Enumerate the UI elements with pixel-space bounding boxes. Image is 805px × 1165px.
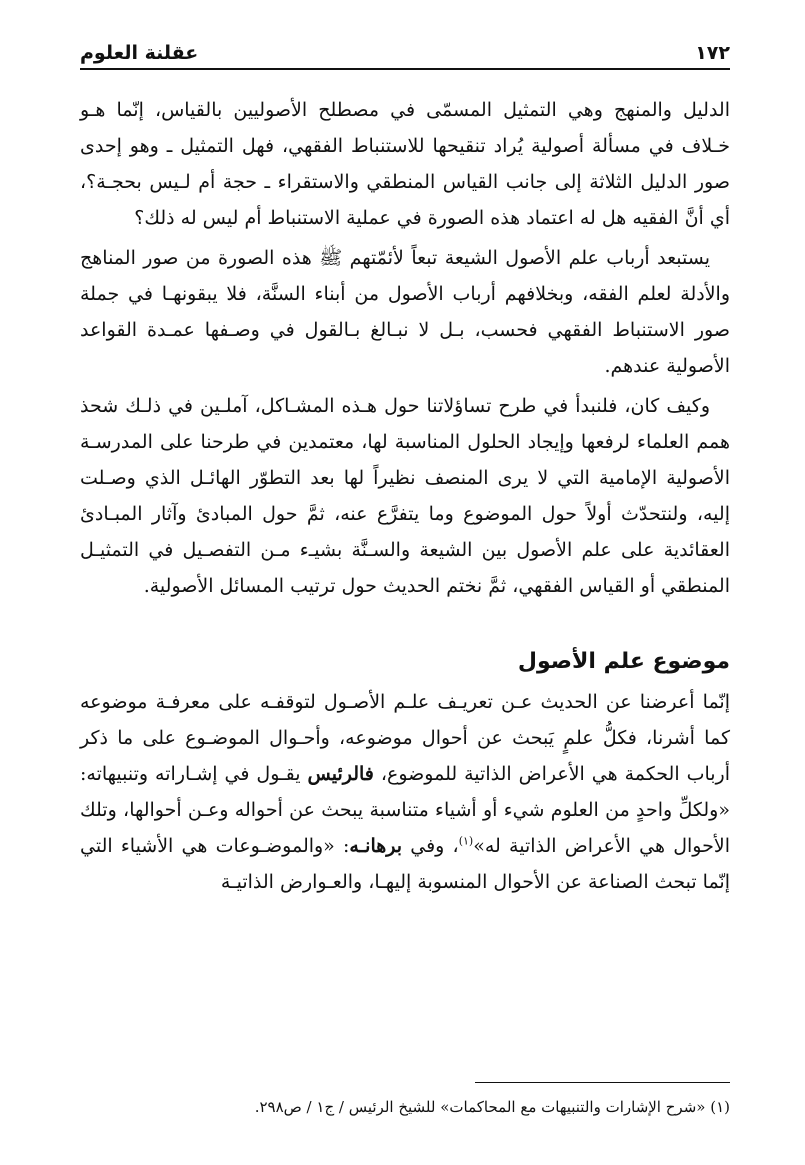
header-rule bbox=[80, 68, 730, 70]
running-head bbox=[80, 30, 730, 64]
bold-term: فالرئيس bbox=[307, 763, 374, 785]
section-paragraph bbox=[80, 684, 730, 900]
main-text bbox=[80, 92, 730, 900]
text-run: ، وفي bbox=[402, 835, 459, 857]
footnote: (١) «شرح الإشارات والتنبيهات مع المحاكمات» للشيخ الرئيس / ج١ / ص٢٩٨. bbox=[254, 1098, 730, 1116]
paragraph-1: الدليل والمنهج وهي التمثيل المسمّى في مصطلح الأصوليين بالقياس، إنّما هـو خـلاف في مسألة أصولية يُراد تنقيحها للاستنباط الفقهي، فهل التمثيل ـ وهو إحدى صور الدليل الثلاثة إلى جانب القياس المنطقي والاستقراء ـ حجة أم لـيس بحجـة؟، أي أنَّ الفقيه هل له اعتماد هذه الصورة في عملية الاستنباط أم ليس له ذلك؟ bbox=[80, 99, 730, 229]
book-page bbox=[80, 0, 730, 1165]
paragraph-3: وكيف كان، فلنبدأ في طرح تساؤلاتنا حول هـذه المشـاكل، آملـين في ذلـك شحذ همم العلماء لرفعها وإيجاد الحلول المناسبة لها، معتمدين في طرحنا على المدرسـة الأصولية الإمامية التي لا يرى المنصف نظيراً لها بعد التطوّر الهائـل الذي وصـلت إليه، ولنتحدّث أولاً حول الموضوع وما يتفرَّع عنه، ثمَّ حول المبادئ وآثار المبـادئ العقائدية على علم الأصول بين الشيعة والسـنَّة بشيـء مـن التفصـيل في التمثيـل المنطقي أو القياس الفقهي، ثمَّ نختم الحديث حول ترتيب المسائل الأصولية. bbox=[80, 395, 730, 597]
page-number: ١٧٢ bbox=[695, 42, 730, 64]
text-run: : «والموضـوعات هي الأشياء التي إنّما تبحث الصناعة عن الأحوال المنسوبة إليهـا، والعـوارض الذاتيـة bbox=[80, 835, 730, 893]
footnote-marker[interactable]: (١) bbox=[458, 834, 474, 848]
paragraph-2: يستبعد أرباب علم الأصول الشيعة تبعاً لأئمّتهم ﷺ هذه الصورة من صور المناهج والأدلة لعلم الفقه، وبخلافهم أرباب الأصول من أبناء السنَّة، فلا يبقونهـا في جملة صور الاستنباط الفقهي فحسب، بـل لا نبـالغ بـالقول في وصـفها عمـدة القواعد الأصولية عندهم. bbox=[80, 247, 730, 377]
text-run: يقـول في إشـاراته وتنبيهاته: «ولكلِّ واحدٍ من العلوم شيء أو أشياء متناسبة يبحث عن أحواله وعـن أحوالها، وتلك الأحوال هي الأعراض الذاتية له» bbox=[80, 763, 730, 857]
footnote-rule bbox=[475, 1082, 730, 1083]
section-heading: موضوع علم الأصول bbox=[517, 649, 730, 674]
text-run: إنّما أعرضنا عن الحديث عـن تعريـف علـم الأصـول لتوقفـه على معرفـة موضوعه كما أشرنا، فكلُّ علمٍ يَبحث عن أحوال موضوعه، وأحـوال الموضـوع على ما ذكر أرباب الحكمة هي الأعراض الذاتية للموضوع، bbox=[80, 691, 730, 785]
running-title: عقلنة العلوم bbox=[80, 42, 199, 64]
bold-term: برهانـه bbox=[349, 835, 403, 857]
